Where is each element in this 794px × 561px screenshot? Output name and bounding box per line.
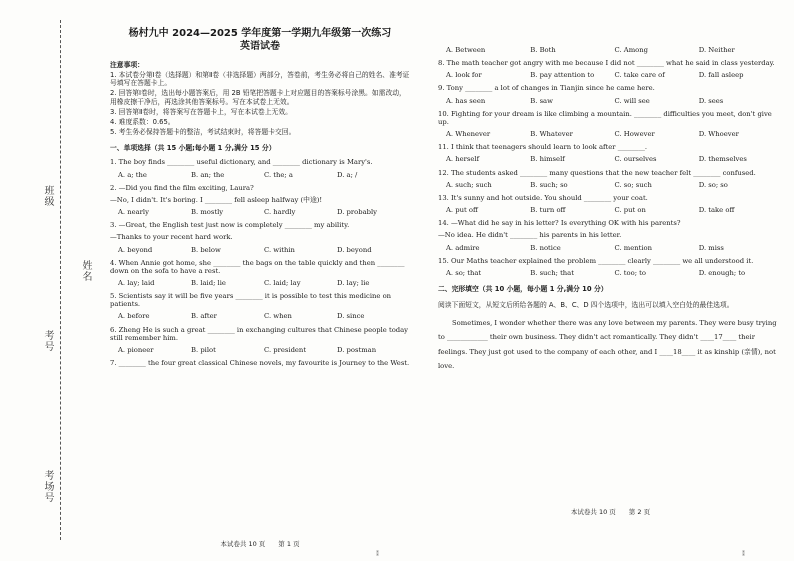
- question: [438, 219, 783, 251]
- section-heading: 一、单项选择（共 15 小题;每小题 1 分,满分 15 分）: [110, 144, 276, 153]
- question-options: [438, 269, 783, 277]
- question: [438, 143, 783, 163]
- option: C. when: [264, 312, 292, 321]
- section-heading: 二、完形填空（共 10 小题，每小题 1 分,满分 10 分）: [438, 284, 608, 293]
- option: D. Whoever: [698, 130, 739, 139]
- question-options: [438, 155, 783, 163]
- question-options: [438, 181, 783, 189]
- option: A. such; such: [446, 180, 492, 189]
- question: [438, 84, 783, 104]
- option: A. before: [118, 312, 150, 321]
- question: [110, 359, 410, 367]
- option: B. such; so: [530, 180, 568, 189]
- question: [438, 194, 783, 214]
- question: [438, 46, 783, 54]
- option: C. However: [614, 130, 655, 139]
- option: D. since: [337, 312, 365, 321]
- section-instruction: 阅读下面短文，从短文后所给各题的 A、B、C、D 四个选项中，选出可以填入空白处的最佳选项。: [438, 301, 734, 310]
- question: [110, 184, 410, 216]
- option: B. saw: [530, 96, 553, 105]
- option: A. pioneer: [118, 345, 154, 354]
- question: [110, 292, 410, 320]
- cloze-passage: Sometimes, I wonder whether there was any love between my parents. They were busy trying to ____________ their own business. They didn't act romantically. They didn't ____17____ their feelings. They just got used to the company of each other, and I ____18____ it as kinship (亲情), not love.: [438, 319, 777, 370]
- binding-label-id: 考号: [42, 330, 53, 352]
- option: A. so; that: [446, 268, 482, 277]
- question-stem: 3. —Great, the English test just now is completely ________ my ability.: [110, 221, 350, 230]
- question-stem: 7. ________ the four great classical Chinese novels, my favourite is Journey to the West.: [110, 359, 410, 368]
- question-options: [438, 46, 783, 54]
- binding-margin: [0, 0, 92, 561]
- option: C. president: [264, 345, 307, 354]
- option: D. sees: [698, 96, 724, 105]
- option: B. Whatever: [530, 130, 573, 139]
- question-options: [110, 346, 410, 354]
- option: D. fall asleep: [698, 71, 744, 80]
- option: A. beyond: [118, 245, 153, 254]
- question-stem-reply: —No, I didn't. It's boring. I ________ fell asleep halfway (中途)!: [110, 195, 323, 204]
- option: C. ourselves: [614, 155, 657, 164]
- option: A. nearly: [118, 208, 149, 217]
- binding-label-class: 班级: [42, 185, 53, 207]
- option: A. look for: [446, 71, 482, 80]
- option: D. a; /: [337, 170, 358, 179]
- question: [110, 158, 410, 178]
- binding-label-room: 考场号: [42, 470, 53, 503]
- notice-item: 5. 考生务必保持答题卡的整洁，考试结束时，将答题卡交回。: [110, 128, 296, 137]
- question: [110, 221, 410, 253]
- option: B. below: [191, 245, 221, 254]
- question-options: [438, 244, 783, 252]
- option: C. so; such: [614, 180, 652, 189]
- option: D. lay; lie: [337, 278, 370, 287]
- option: B. mostly: [191, 208, 224, 217]
- option: B. turn off: [530, 206, 566, 215]
- question-options: [110, 312, 410, 320]
- question-stem: 2. —Did you find the film exciting, Laura?: [110, 183, 254, 192]
- option: A. lay; laid: [118, 278, 155, 287]
- option: D. beyond: [337, 245, 372, 254]
- option: B. himself: [530, 155, 565, 164]
- option: A. admire: [446, 243, 480, 252]
- question: [438, 169, 783, 189]
- question-stem: 5. Scientists say it will be five years ________ it is possible to test this medicine on patients.: [110, 292, 392, 309]
- page-footer: 本试卷共 10 页 第 2 页: [570, 508, 651, 516]
- option: C. laid; lay: [264, 278, 301, 287]
- question-stem: 15. Our Maths teacher explained the problem ________ clearly ________ we all understood it.: [438, 256, 754, 265]
- option: A. put off: [446, 206, 478, 215]
- question-stem: 4. When Annie got home, she ________ the bags on the table quickly and then ________ down on the sofa to have a rest.: [110, 258, 405, 275]
- option: B. after: [191, 312, 217, 321]
- option: C. hardly: [264, 208, 296, 217]
- option: D. enough; to: [698, 268, 746, 277]
- question-stem-reply: —No idea. He didn't ________ his parents in his letter.: [438, 231, 622, 240]
- option: C. take care of: [614, 71, 665, 80]
- question-stem: 11. I think that teenagers should learn to look after ________.: [438, 143, 648, 152]
- question-options: [110, 171, 410, 179]
- question: [438, 257, 783, 277]
- notice-item: 2. 回答第Ⅰ卷时，选出每小题答案后，用 2B 铅笔把答题卡上对应题目的答案标号涂黑。如需改动，用橡皮擦干净后，再选涂其他答案标号。写在本试卷上无效。: [110, 89, 406, 106]
- option: D. probably: [337, 208, 377, 217]
- option: A. herself: [446, 155, 480, 164]
- exam-subtitle: 英语试卷: [240, 41, 280, 52]
- question-options: [110, 208, 410, 216]
- option: D. so; so: [698, 180, 728, 189]
- binding-label-name: 姓名: [80, 260, 91, 282]
- option: D. themselves: [698, 155, 747, 164]
- question: [110, 259, 410, 287]
- scan-mark: ⁑: [742, 551, 745, 558]
- question-stem: 14. —What did he say in his letter? Is everything OK with his parents?: [438, 219, 681, 228]
- question-options: [110, 279, 410, 287]
- option: C. within: [264, 245, 295, 254]
- question-stem: 1. The boy finds ________ useful dictionary, and ________ dictionary is Mary's.: [110, 158, 373, 167]
- option: A. a; the: [118, 170, 147, 179]
- page-two: [438, 0, 783, 516]
- question-stem: 9. Tony ________ a lot of changes in Tianjin since he came here.: [438, 84, 655, 93]
- option: D. miss: [698, 243, 724, 252]
- question-options: [110, 246, 410, 254]
- question-options: [438, 130, 783, 138]
- page-one: [110, 0, 410, 548]
- option: B. notice: [530, 243, 561, 252]
- option: C. the; a: [264, 170, 293, 179]
- question: [438, 59, 783, 79]
- question-options: [438, 206, 783, 214]
- option: C. Among: [614, 46, 648, 54]
- option: A. Between: [446, 46, 486, 54]
- exam-title: 杨村九中 2024—2025 学年度第一学期九年级第一次练习: [128, 28, 392, 39]
- option: B. pay attention to: [530, 71, 595, 80]
- question-stem: 13. It's sunny and hot outside. You should ________ your coat.: [438, 193, 648, 202]
- question-stem: 10. Fighting for your dream is like climbing a mountain. ________ difficulties you meet, don't give up.: [438, 109, 772, 126]
- option: D. postman: [337, 345, 377, 354]
- option: C. put on: [614, 206, 646, 215]
- notice-item: 3. 回答第Ⅱ卷时，将答案写在答题卡上，写在本试卷上无效。: [110, 107, 292, 116]
- notice-heading: 注意事项：: [110, 61, 144, 69]
- question-options: [438, 71, 783, 79]
- option: D. take off: [698, 206, 735, 215]
- question-stem: 8. The math teacher got angry with me because I did not ________ what he said in class yesterday.: [438, 59, 775, 68]
- notice-item: 4. 难度系数：0.65。: [110, 117, 175, 126]
- page-footer: 本试卷共 10 页 第 1 页: [220, 540, 300, 548]
- question: [110, 326, 410, 354]
- option: C. mention: [614, 243, 652, 252]
- option: C. will see: [614, 96, 650, 105]
- question-options: [438, 97, 783, 105]
- question-stem: 6. Zheng He is such a great ________ in exchanging cultures that Chinese people today still remember him.: [110, 325, 409, 342]
- question: [438, 110, 783, 138]
- notice-block: [110, 61, 410, 136]
- option: B. such; that: [530, 268, 574, 277]
- option: A. has seen: [446, 96, 486, 105]
- option: B. Both: [530, 46, 556, 54]
- question-stem-reply: —Thanks to your recent hard work.: [110, 233, 233, 242]
- option: C. too; to: [614, 268, 646, 277]
- option: B. an; the: [191, 170, 225, 179]
- option: D. Neither: [698, 46, 735, 54]
- question-stem: 12. The students asked ________ many questions that the new teacher felt ________ confused.: [438, 168, 756, 177]
- option: B. laid; lie: [191, 278, 226, 287]
- notice-item: 1. 本试卷分第Ⅰ卷（选择题）和第Ⅱ卷（非选择题）两部分，答卷前，考生务必将自己的姓名、准考证号填写在答题卡上。: [110, 71, 410, 88]
- option: A. Whenever: [446, 130, 491, 139]
- option: B. pilot: [191, 345, 216, 354]
- binding-dashed-line: [60, 20, 61, 540]
- scan-mark: ⁑: [376, 551, 379, 558]
